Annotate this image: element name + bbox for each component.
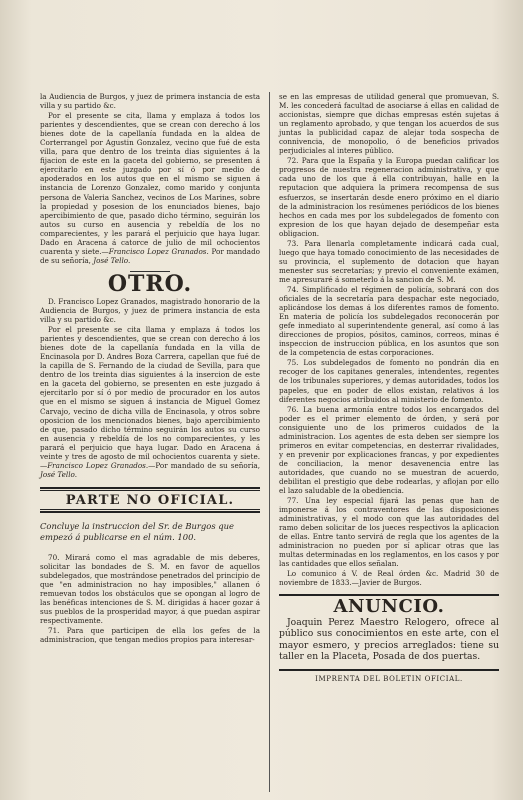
article-74: 74. Simplificado el régimen de policía, sobrará con dos oficiales de la secretaría para despachar este negociado, aplicándose los demas á los diferentes ramos de fomento. En materia de policía los subdelegados reconocerán por gefe inmediato al superintendente general, así como á las direcciones de propios, pósitos, caminos, correos, minas é inspeccion de instruccion pública, en los asuntos que son de la competencia de estas corporaciones. (279, 284, 499, 358)
imprenta-line: IMPRENTA DEL BOLETIN OFICIAL. (315, 674, 463, 683)
parte-top-rule (40, 487, 260, 489)
anuncio-text: Joaquin Perez Maestro Relogero, ofrece al público sus conocimientos en este arte, con el mayor esmero, y precios arreglados: tiene su taller en la Placeta, Posada de dos puertas. (279, 616, 499, 663)
parte-no-oficial-heading: PARTE NO OFICIAL. (65, 492, 235, 508)
article-71-continued: se en las empresas de utilidad general que promuevan, S. M. les concederá facultad de asociarse á ellas en calidad de accionistas, siempre que dichas empresas estén sujetas á un reglamento aprobado, y que tengan los acuerdos de sus juntas la publicidad capaz de alejar toda sospecha de connivencia, de monopolio, ó de beneficios privados perjudiciales al interes público. (279, 92, 499, 156)
article-72: 72. Para que la España y la Europa puedan calificar los progresos de nuestra regeneracion administrativa, y que cada uno de los que á ella contribuyan, halle en la reputacion que adquiera la primera recompensa de sus esfuerzos, se insertarán desde enero próximo en el diario de la administracion los resúmenes periódicos de los bienes hechos en cada mes por los subdelegados de fomento con expresion de los que hayan dejado de desempeñar esta obligacion. (279, 156, 499, 238)
article-73: 73. Para llenarla completamente indicará cada cual, luego que haya tomado conocimiento de las necesidades de su provincia, el suplemento de dotacion que hayan menester sus secretarías; y previo el conveniente exámen, me apresuraré á someterlo á la sancion de S. M. (279, 238, 499, 284)
parte-bottom-rule (40, 511, 260, 513)
article-75: 75. Los subdelegados de fomento no pondrán dia en recoger de los capitanes generales, intendentes, regentes de los tribunales superiores, y demas autoridades, todos los papeles, que en poder de ellos existan, relativos á los diferentes negocios atribuidos al ministerio de fomento. (279, 358, 499, 404)
article-77: 77. Una ley especial fijará las penas que han de imponerse á los contraventores de las disposiciones administrativas, y el modo con que las autoridades del ramo deben solicitar de los jueces respectivos la aplicacion de ellas. Entre tanto servirá de regla que los agentes de la administracion no pueden por sí aplicar otras que las multas determinadas en los reglamentos, en los casos y por las cantidades que ellos señalan. (279, 496, 499, 569)
otro-heading: OTRO. (107, 270, 193, 297)
instruction-intro: Concluye la instruccion del Sr. de Burgos que empezó á publicarse en el núm. 100. (40, 520, 234, 542)
right-column (279, 92, 499, 684)
imprenta-rule (279, 669, 499, 671)
edict-2-header: D. Francisco Lopez Granados, magistrado honorario de la Audiencia de Burgos, y juez de primera instancia de esta villa y su partido &c. (40, 296, 260, 325)
column-divider (269, 92, 270, 792)
left-column (40, 92, 260, 645)
parte-bottom-thin-rule (40, 509, 260, 510)
parte-top-thin-rule (40, 490, 260, 491)
edict-1-text: Por el presente se cita, llama y emplaza á todos los parientes y descendientes, que se crean con derecho á los bienes dote de la capellanía fundada en la aldea de Corterrangel por Agustin Gonzalez, vecino que fué de esta villa, para que dentro de los treinta dias siguientes á la fijacion de este en la gaceta del gobierno, se presenten á ejercitarlo en este juzgado por sí ó por medio de apoderados en los autos que en el mismo se siguen á instancia de Lorenzo Gonzalez, como marido y conjunta persona de Valeria Sanchez, vecinos de Los Marines, sobre la propiedad y posesion de los enunciados bienes, bajo apercibimiento de que, pasado dicho término, seguirán los autos su curso en ausencia y rebeldía de los no comparecientes, y les parará el perjuicio que haya lugar. Dado en Aracena á catorce de julio de mil ochocientos cuarenta y siete.—Francisco Lopez Granados. Por mandado de su señoría, José Tello. (40, 111, 260, 265)
closing-line: Lo comunico á V. de Real órden &c. Madrid 30 de noviembre de 1833.—Javier de Burgos. (279, 569, 499, 588)
article-71: 71. Para que participen de ella los gefes de la administracion, que tengan medios propios para interesar- (40, 626, 260, 645)
article-76: 76. La buena armonía entre todos los encargados del poder es el primer elemento de órden, y será por consiguiente uno de los primeros cuidados de la administracion. Los agentes de esta deben ser siempre los primeros en evitar competencias, en desterrar rivalidades, y en prevenir por explicaciones francas, y por expedientes de conciliacion, la menor desavenencia entre las autoridades, que cuando no se muestran de acuerdo, debilitan el prestigio que debe rodearlas, y aflojan por ello el lazo saludable de la obediencia. (279, 404, 499, 496)
anuncio-heading: ANUNCIO. (333, 595, 445, 617)
edict-2-text: Por el presente se cita llama y emplaza á todos los parientes y descendientes, que se crean con derecho á los bienes dote de la capellanía fundada en la villa de Encinasola por D. Andres Boza Carrera, capellan que fué de la capilla de S. Fernando de la ciudad de Sevilla, para que dentro de los treinta dias siguientes á la insercion de este en la gaceta del gobierno, se presenten en este juzgado á ejercitarlo por sí ó por medio de procurador en los autos que en el mismo se siguen á instancia de Miguel Gomez Carvajo, vecino de dicha villa de Encinasola, y otros sobre oposicion de los mencionados bienes, bajo apercibimiento de que, pasado dicho término seguirán los autos su curso en ausencia y rebeldía de los no comparecientes, y les parará el perjuicio que haya lugar. Dado en Aracena á veinte y tres de agosto de mil ochocientos cuarenta y siete.—Francisco Lopez Granados.—Por mandado de su señoría, José Tello. (40, 325, 260, 479)
article-70: 70. Mirará como el mas agradable de mis deberes, solicitar las bondades de S. M. en favor de aquellos subdelegados, que mostrándose penetrados del principio de que "en administracion no hay imposibles," allanen ó remuevan todos los obstáculos que se opongan al logro de las benéficas intenciones de S. M. dirigidas á hacer gozar á sus pueblos de la prosperidad mayor, á que puedan aspirar respectivamente. (40, 552, 260, 626)
left-p1: la Audiencia de Burgos, y juez de primera instancia de esta villa y su partido &c. (40, 92, 260, 111)
